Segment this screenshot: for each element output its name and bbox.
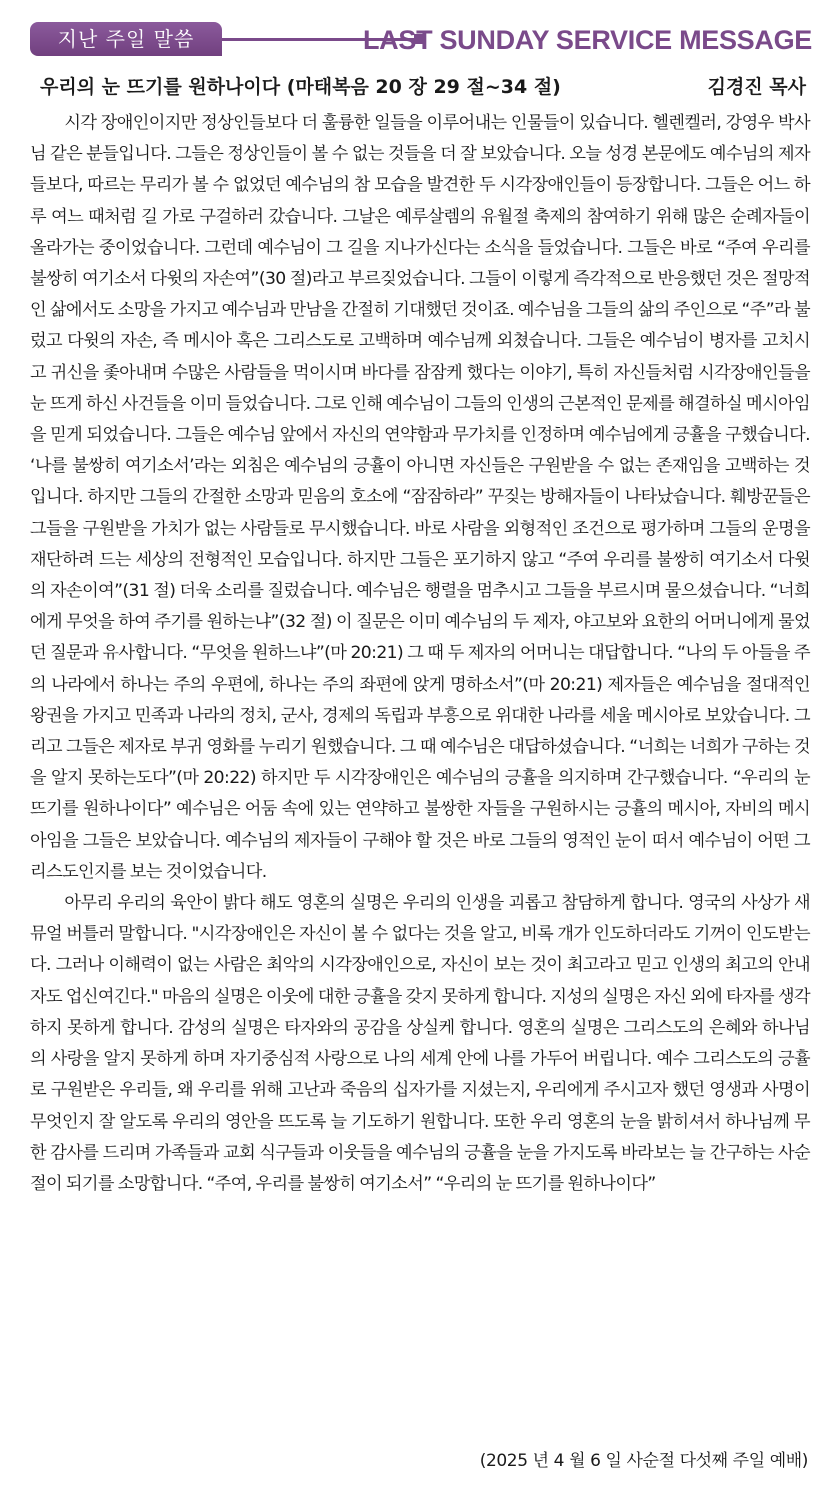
service-date-note: (2025 년 4 월 6 일 사순절 다섯째 주일 예배): [479, 1451, 808, 1471]
section-header: [30, 20, 812, 60]
preacher-name: 김경진 목사: [707, 76, 806, 98]
sermon-body: [30, 108, 810, 1200]
sermon-title: 우리의 눈 뜨기를 원하나이다 (마태복음 20 장 29 절~34 절): [40, 76, 561, 98]
sermon-heading: [40, 72, 806, 102]
paragraph-1: 시각 장애인이지만 정상인들보다 더 훌륭한 일들을 이루어내는 인물들이 있습니다. 헬렌켈러, 강영우 박사님 같은 분들입니다. 그들은 정상인들이 볼 수 없는 것들을 더 잘 보았습니다. 오늘 성경 본문에도 예수님의 제자들보다, 따르는 무리가 볼 수 없었던 예수님의 참 모습을 발견한 두 시각장애인들이 등장합니다. 그들은 어느 하루 여느 때처럼 길 가로 구걸하러 갔습니다. 그날은 예루살렘의 유월절 축제의 참여하기 위해 많은 순례자들이 올라가는 중이었습니다. 그런데 예수님이 그 길을 지나가신다는 소식을 들었습니다. 그들은 바로 “주여 우리를 불쌍히 여기소서 다윗의 자손여”(30 절)라고 부르짖었습니다. 그들이 이렇게 즉각적으로 반응했던 것은 절망적인 삶에서도 소망을 가지고 예수님과 만남을 간절히 기대했던 것이죠. 예수님을 그들의 삶의 주인으로 “주”라 불렀고 다윗의 자손, 즉 메시아 혹은 그리스도로 고백하며 예수님께 외쳤습니다. 그들은 예수님이 병자를 고치시고 귀신을 좇아내며 수많은 사람들을 먹이시며 바다를 잠잠케 했다는 이야기, 특히 자신들처럼 시각장애인들을 눈 뜨게 하신 사건들을 이미 들었습니다. 그로 인해 예수님이 그들의 인생의 근본적인 문제를 해결하실 메시아임을 믿게 되었습니다. 그들은 예수님 앞에서 자신의 연약함과 무가치를 인정하며 예수님에게 긍휼을 구했습니다. ‘나를 불쌍히 여기소서’라는 외침은 예수님의 긍휼이 아니면 자신들은 구원받을 수 없는 존재임을 고백하는 것입니다. 하지만 그들의 간절한 소망과 믿음의 호소에 “잠잠하라” 꾸짖는 방해자들이 나타났습니다. 훼방꾼들은 그들을 구원받을 가치가 없는 사람들로 무시했습니다. 바로 사람을 외형적인 조건으로 평가하며 그들의 운명을 재단하려 드는 세상의 전형적인 모습입니다. 하지만 그들은 포기하지 않고 “주여 우리를 불쌍히 여기소서 다윗의 자손이여”(31 절) 더욱 소리를 질렀습니다. 예수님은 행렬을 멈추시고 그들을 부르시며 물으셨습니다. “너희에게 무엇을 하여 주기를 원하는냐”(32 절) 이 질문은 이미 예수님의 두 제자, 야고보와 요한의 어머니에게 물었던 질문과 유사합니다. “무엇을 원하느냐”(마 20:21) 그 때 두 제자의 어머니는 대답합니다. “나의 두 아들을 주의 나라에서 하나는 주의 우편에, 하나는 주의 좌편에 앉게 명하소서”(마 20:21) 제자들은 예수님을 절대적인 왕권을 가지고 민족과 나라의 정치, 군사, 경제의 독립과 부흥으로 위대한 나라를 세울 메시아로 보았습니다. 그리고 그들은 제자로 부귀 영화를 누리기 원했습니다. 그 때 예수님은 대답하셨습니다. “너희는 너희가 구하는 것을 알지 못하는도다”(마 20:22) 하지만 두 시각장애인은 예수님의 긍휼을 의지하며 간구했습니다. “우리의 눈 뜨기를 원하나이다” 예수님은 어둠 속에 있는 연약하고 불쌍한 자들을 구원하시는 긍휼의 메시아, 자비의 메시아임을 그들은 보았습니다. 예수님의 제자들이 구해야 할 것은 바로 그들의 영적인 눈이 떠서 예수님이 어떤 그리스도인지를 보는 것이었습니다.: [30, 113, 810, 882]
paragraph-2: 아무리 우리의 육안이 밝다 해도 영혼의 실명은 우리의 인생을 괴롭고 참담하게 합니다. 영국의 사상가 새뮤얼 버틀러 말합니다. "시각장애인은 자신이 볼 수 없다는 것을 알고, 비록 개가 인도하더라도 기꺼이 인도받는다. 그러나 이해력이 없는 사람은 최악의 시각장애인으로, 자신이 보는 것이 최고라고 믿고 인생의 최고의 안내자도 업신여긴다." 마음의 실명은 이웃에 대한 긍휼을 갖지 못하게 합니다. 지성의 실명은 자신 외에 타자를 생각하지 못하게 합니다. 감성의 실명은 타자와의 공감을 상실케 합니다. 영혼의 실명은 그리스도의 은혜와 하나님의 사랑을 알지 못하게 하며 자기중심적 사랑으로 나의 세계 안에 나를 가두어 버립니다. 예수 그리스도의 긍휼로 구원받은 우리들, 왜 우리를 위해 고난과 죽음의 십자가를 지셨는지, 우리에게 주시고자 했던 영생과 사명이 무엇인지 잘 알도록 우리의 영안을 뜨도록 늘 기도하기 원합니다. 또한 우리 영혼의 눈을 밝히셔서 하나님께 무한 감사를 드리며 가족들과 교회 식구들과 이웃들을 예수님의 긍휼을 눈을 가지도록 바라보는 늘 간구하는 사순절이 되기를 소망합니다. “주여, 우리를 불쌍히 여기소서” “우리의 눈 뜨기를 원하나이다”: [30, 893, 810, 1194]
section-badge: 지난 주일 말씀: [30, 22, 222, 56]
section-title-english: LAST SUNDAY SERVICE MESSAGE: [362, 25, 812, 55]
